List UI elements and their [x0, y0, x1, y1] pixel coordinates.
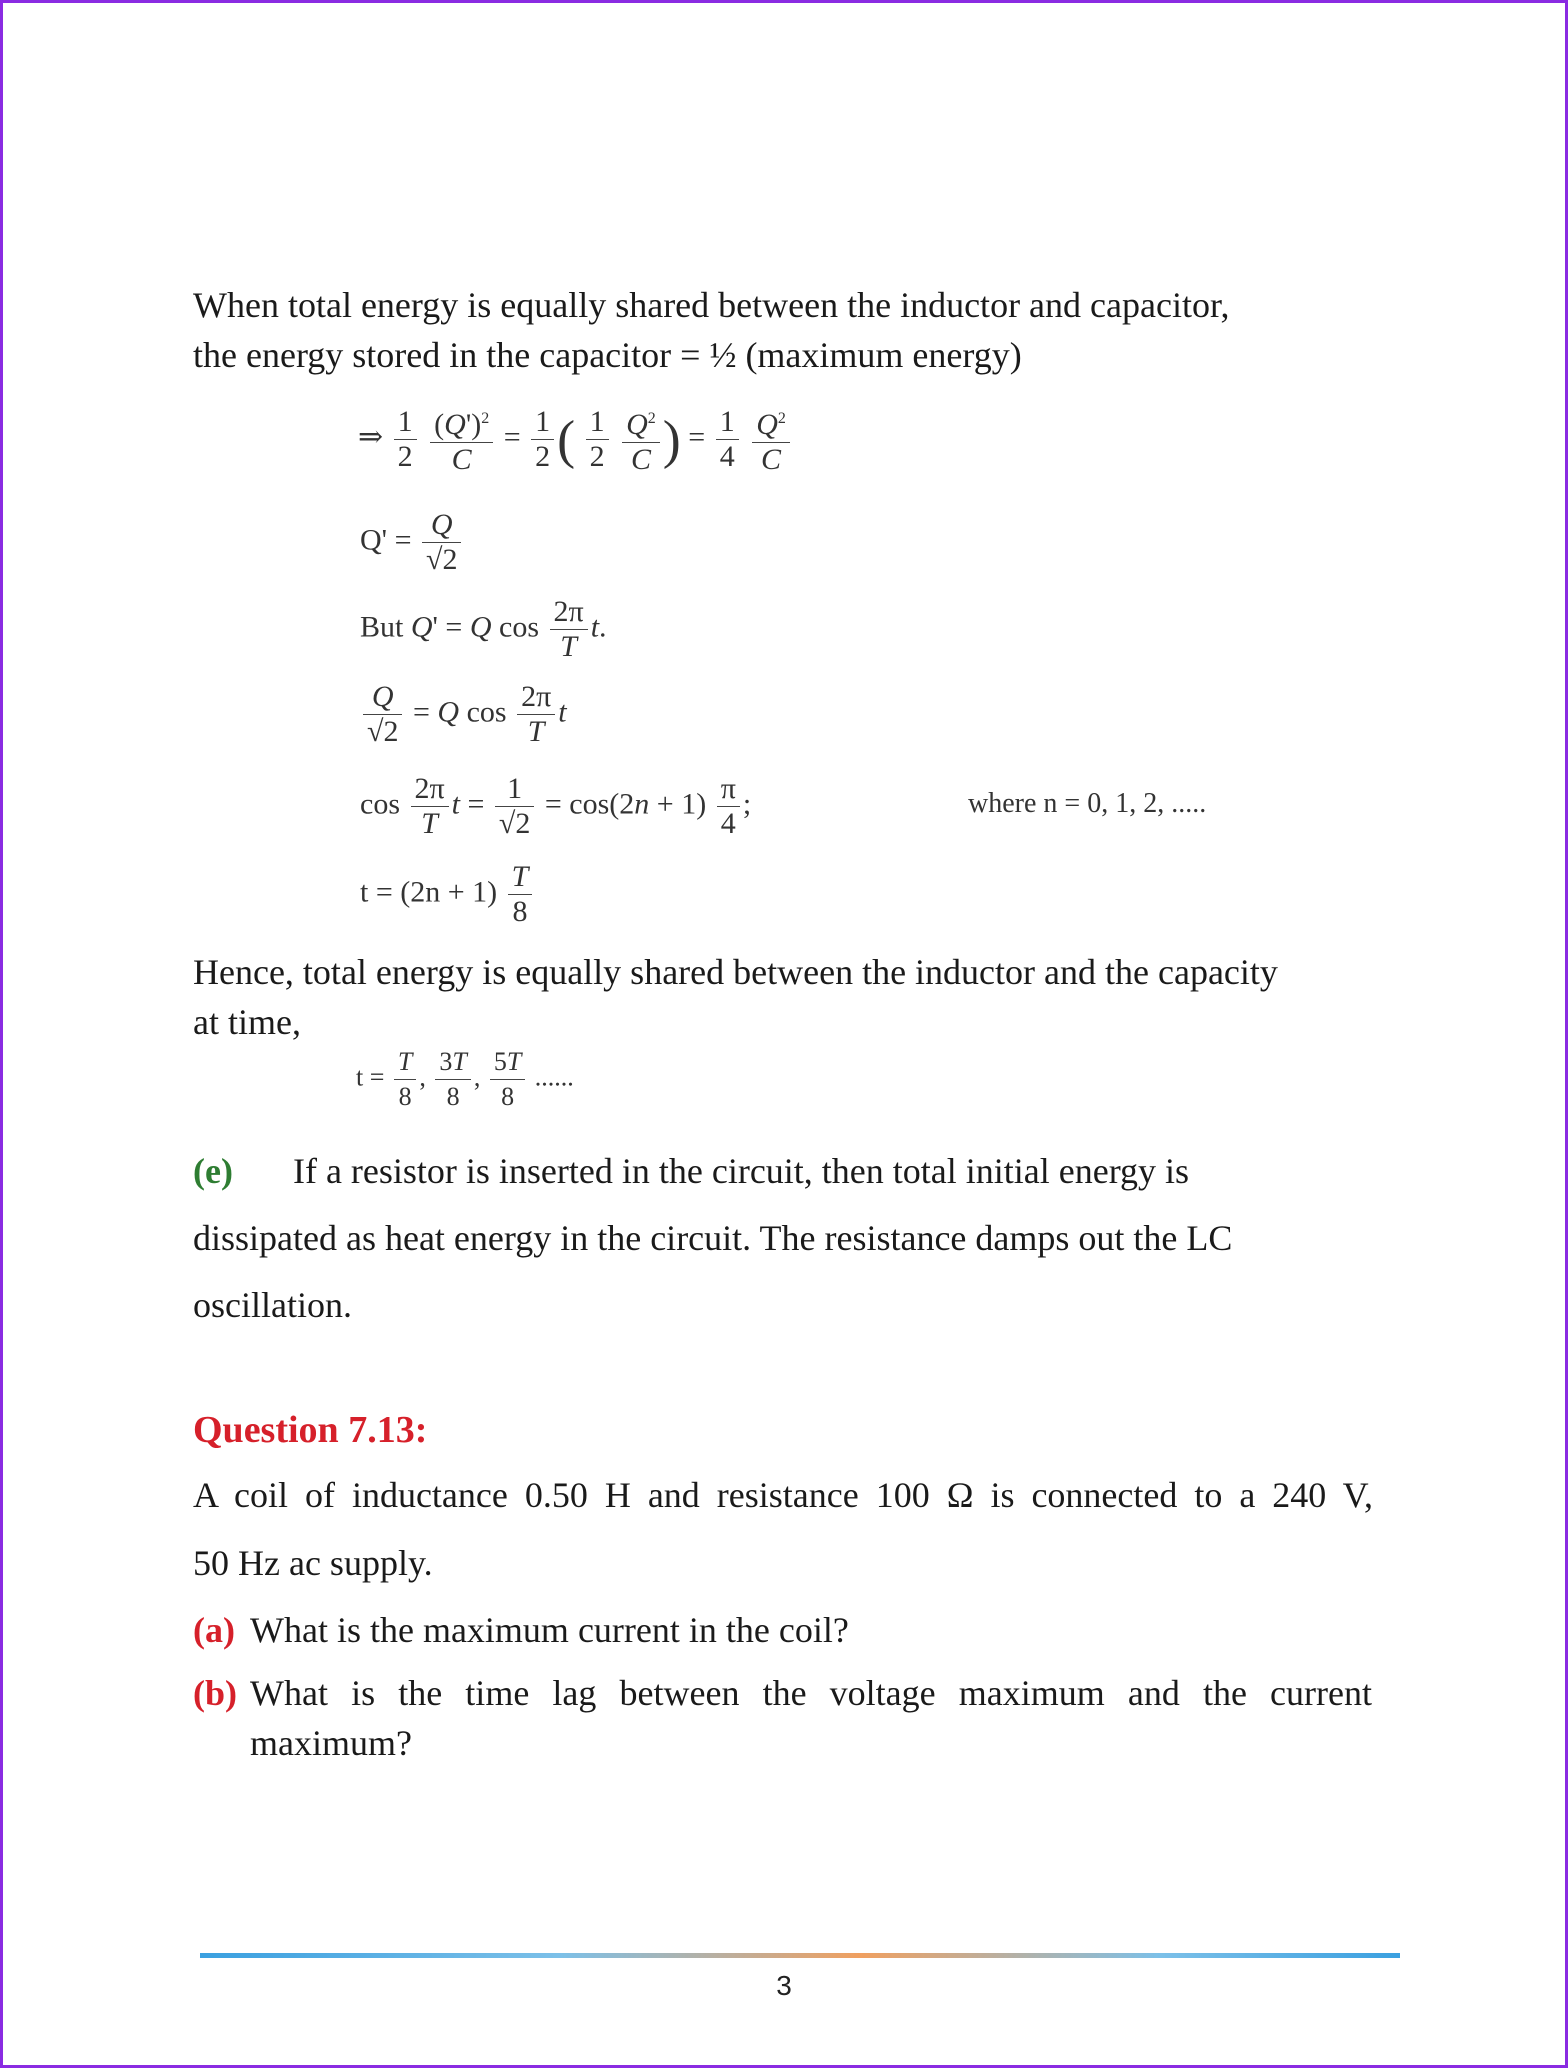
question-line-1: A coil of inductance 0.50 H and resistance 100 Ω is connected to a 240 V, — [193, 1475, 1373, 1515]
part-e-line-3: oscillation. — [193, 1285, 352, 1325]
equation-cos-value: cos $\frac{2\pi}{T}$ t = $\frac{1}{√2}$ = cos(2n + 1) $\frac{\pi}{4}$ ; — [360, 772, 752, 840]
equation-q-cos: But Q' = Q cos $\frac{2\pi}{T}$ t. — [360, 595, 607, 663]
equation-q-sqrt: $\frac{Q}{√2}$ = Q cos $\frac{2\pi}{T}$ t — [360, 680, 567, 749]
question-line-2: 50 Hz ac supply. — [193, 1543, 433, 1583]
question-heading: Question 7.13: — [193, 1409, 428, 1451]
implies-symbol: ⇒ — [358, 420, 384, 454]
part-a-label: (a) — [193, 1610, 235, 1650]
part-e-label: (e) — [193, 1151, 233, 1191]
intro-line-1: When total energy is equally shared between the inductor and capacitor, — [193, 285, 1230, 325]
but-word: But — [360, 610, 404, 644]
part-b-label: (b) — [193, 1673, 237, 1713]
part-e-line-1 — [193, 1146, 1189, 1196]
conclusion-line-2: at time, — [193, 1002, 301, 1042]
question-part-a — [193, 1605, 1373, 1655]
where-n-condition: where n = 0, 1, 2, ..... — [968, 788, 1207, 819]
equation-times: t = $\frac{T}{8}$ , $\frac{3T}{8}$ , $\frac{5T}{8}$ ...... — [356, 1047, 574, 1111]
footer-divider — [200, 1953, 1400, 1958]
times-suffix: ...... — [534, 1062, 574, 1092]
equation-q-prime: Q' = $\frac{Q}{√2}$ — [360, 508, 464, 577]
conclusion-line-1: Hence, total energy is equally shared between the inductor and the capacity — [193, 952, 1278, 992]
intro-line-2: the energy stored in the capacitor = ½ (maximum energy) — [193, 335, 1022, 375]
q-prime-lhs: Q' = — [360, 523, 412, 557]
equation-t-value: t = (2n + 1) $\frac{T}{8}$ — [360, 860, 535, 929]
part-e-line-2: dissipated as heat energy in the circuit. The resistance damps out the LC — [193, 1218, 1233, 1258]
question-part-b — [193, 1668, 1373, 1768]
equation-energy-ratio: ⇒ $\frac{1}{2}$ $\frac{(Q')^2}{C}$ = $\frac{1}{2}$ ( $\frac{1}{2}$ $\frac{Q^2}{C}$ ) = $\frac{1}{4}$ $\frac{Q^2}{C}$ — [358, 402, 793, 477]
times-prefix: t = — [356, 1062, 385, 1092]
part-e-text-1: If a resistor is inserted in the circuit, then total initial energy is — [292, 1151, 1190, 1191]
part-b-text: What is the time lag between the voltage maximum and the current maximum? — [250, 1673, 1372, 1763]
t-lhs: t = (2n + 1) — [360, 875, 498, 909]
page-number: 3 — [776, 1970, 792, 2001]
part-a-text: What is the maximum current in the coil? — [250, 1610, 849, 1650]
